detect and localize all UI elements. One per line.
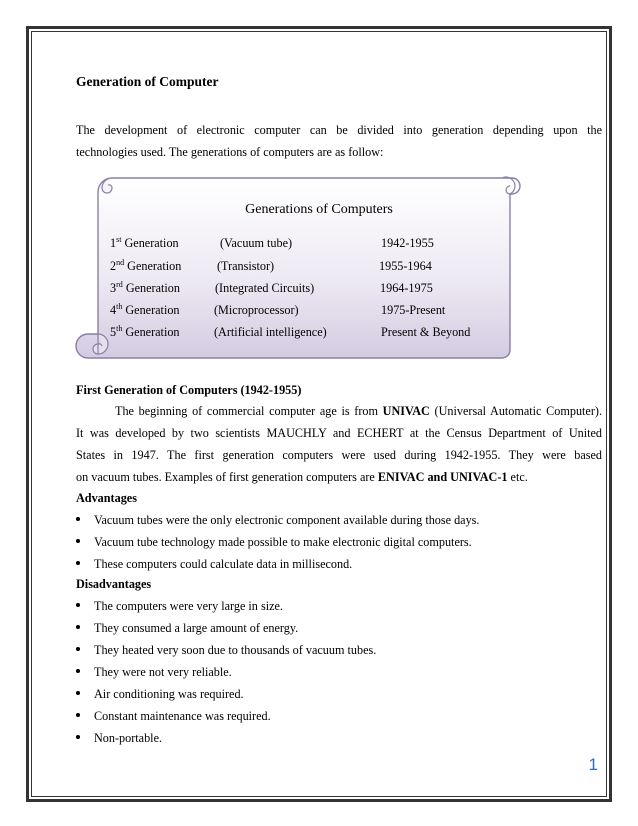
bullet-icon [76,561,80,565]
generation-years: 1975-Present [381,303,446,317]
generation-technology: (Artificial intelligence) [214,325,327,339]
disadvantages-heading: Disadvantages [76,577,152,591]
generation-technology: (Integrated Circuits) [215,281,315,295]
bullet-icon [76,517,80,521]
bullet-icon [76,647,80,651]
generation-technology: (Microprocessor) [214,303,299,317]
generation-technology: (Vacuum tube) [220,236,293,250]
first-gen-line-1: The beginning of commercial computer age is from UNIVAC (Universal Automatic Computer). [115,404,603,418]
first-gen-line-3: States in 1947. The first generation computers were used during 1942-1955. They were based [76,448,602,462]
generation-technology: (Transistor) [217,259,275,273]
advantages-heading: Advantages [76,491,137,505]
page-title: Generation of Computer [76,74,219,89]
first-gen-line-4: on vacuum tubes. Examples of first generation computers are ENIVAC and UNIVAC-1 etc. [76,470,528,484]
bullet-icon [76,691,80,695]
intro-line-2: technologies used. The generations of computers are as follow: [76,145,384,159]
generation-years: 1955-1964 [379,259,432,273]
generation-years: 1964-1975 [380,281,433,295]
generation-years: Present & Beyond [381,325,471,339]
first-generation-heading: First Generation of Computers (1942-1955) [76,383,302,397]
generation-label: 5th Generation [110,324,180,339]
generation-years: 1942-1955 [381,236,434,250]
bullet-icon [76,539,80,543]
intro-line-1: The development of electronic computer can be divided into generation depending upon the [76,123,602,137]
bullet-icon [76,669,80,673]
bullet-icon [76,603,80,607]
generations-box-title: Generations of Computers [245,202,393,217]
generation-label: 2nd Generation [110,258,182,273]
first-gen-line-2: It was developed by two scientists MAUCHLY and ECHERT at the Census Department of United [76,426,602,440]
page-number: 1 [588,755,598,774]
generation-label: 4th Generation [110,302,180,317]
generation-label: 1st Generation [110,235,179,250]
generation-label: 3rd Generation [110,280,180,295]
bullet-icon [76,625,80,629]
bullet-icon [76,735,80,739]
bullet-icon [76,713,80,717]
